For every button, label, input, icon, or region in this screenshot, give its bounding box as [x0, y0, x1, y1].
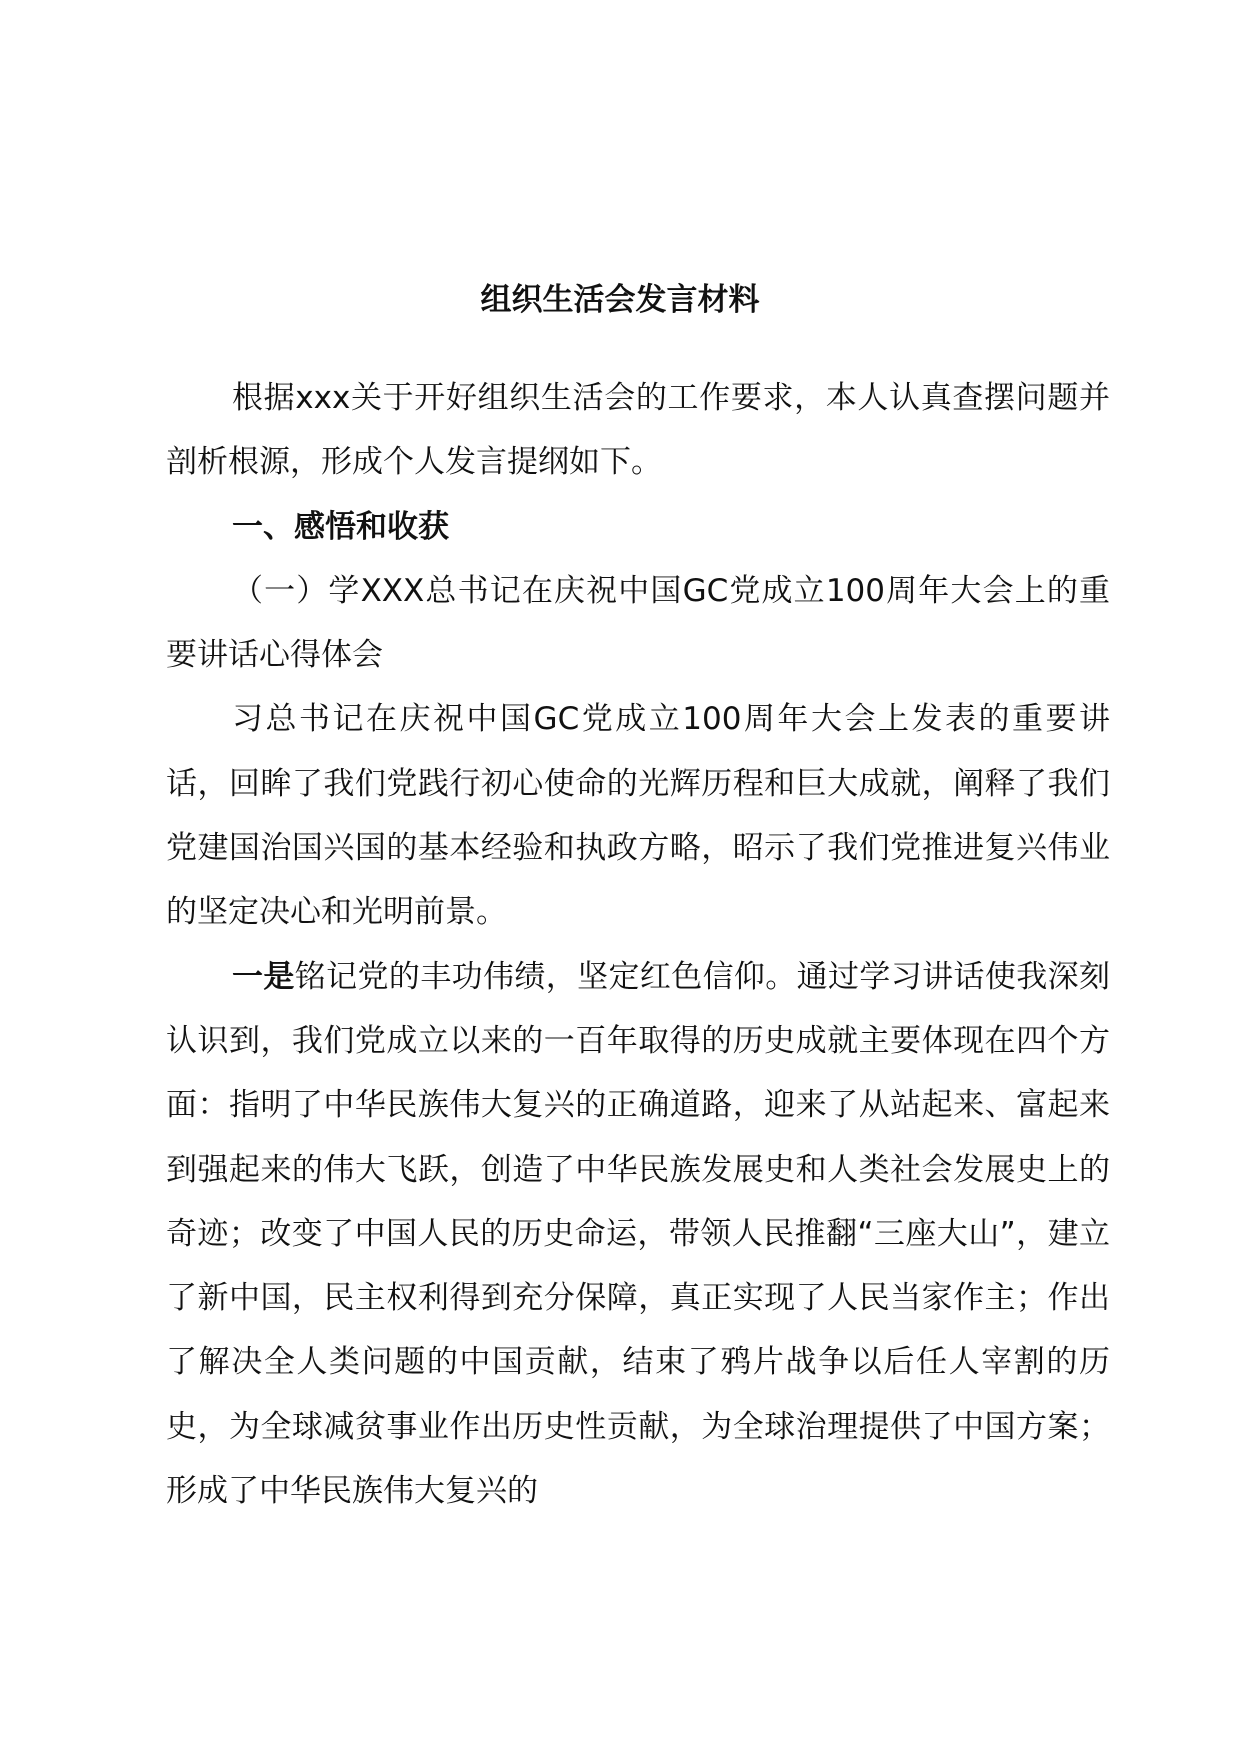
point-lead: 一是	[232, 958, 295, 995]
section-heading: 一、感悟和收获	[232, 508, 449, 545]
body-paragraph: 习总书记在庆祝中国GC党成立100周年大会上发表的重要讲话，回眸了我们党践行初心使命的光辉历程和巨大成就，阐释了我们党建国治国兴国的基本经验和执政方略，昭示了我们党推进复兴伟业的坚定决心和光明前景。	[166, 701, 1110, 931]
intro-paragraph: 根据xxx关于开好组织生活会的工作要求，本人认真查摆问题并剖析根源，形成个人发言提纲如下。	[166, 380, 1110, 481]
point-text: 铭记党的丰功伟绩，坚定红色信仰。通过学习讲话使我深刻认识到，我们党成立以来的一百年取得的历史成就主要体现在四个方面：指明了中华民族伟大复兴的正确道路，迎来了从站起来、富起来到强起来的伟大飞跃，创造了中华民族发展史和人类社会发展史上的奇迹；改变了中国人民的历史命运，带领人民推翻“三座大山”，建立了新中国，民主权利得到充分保障，真正实现了人民当家作主；作出了解决全人类问题的中国贡献，结束了鸦片战争以后任人宰割的历史，为全球减贫事业作出历史性贡献，为全球治理提供了中国方案；形成了中华民族伟大复兴的	[166, 958, 1111, 1510]
document-body	[166, 366, 1110, 1523]
point-paragraph	[166, 945, 1110, 1524]
document-title: 组织生活会发言材料	[480, 282, 760, 318]
subsection-heading: （一）学XXX总书记在庆祝中国GC党成立100周年大会上的重要讲话心得体会	[166, 572, 1110, 674]
